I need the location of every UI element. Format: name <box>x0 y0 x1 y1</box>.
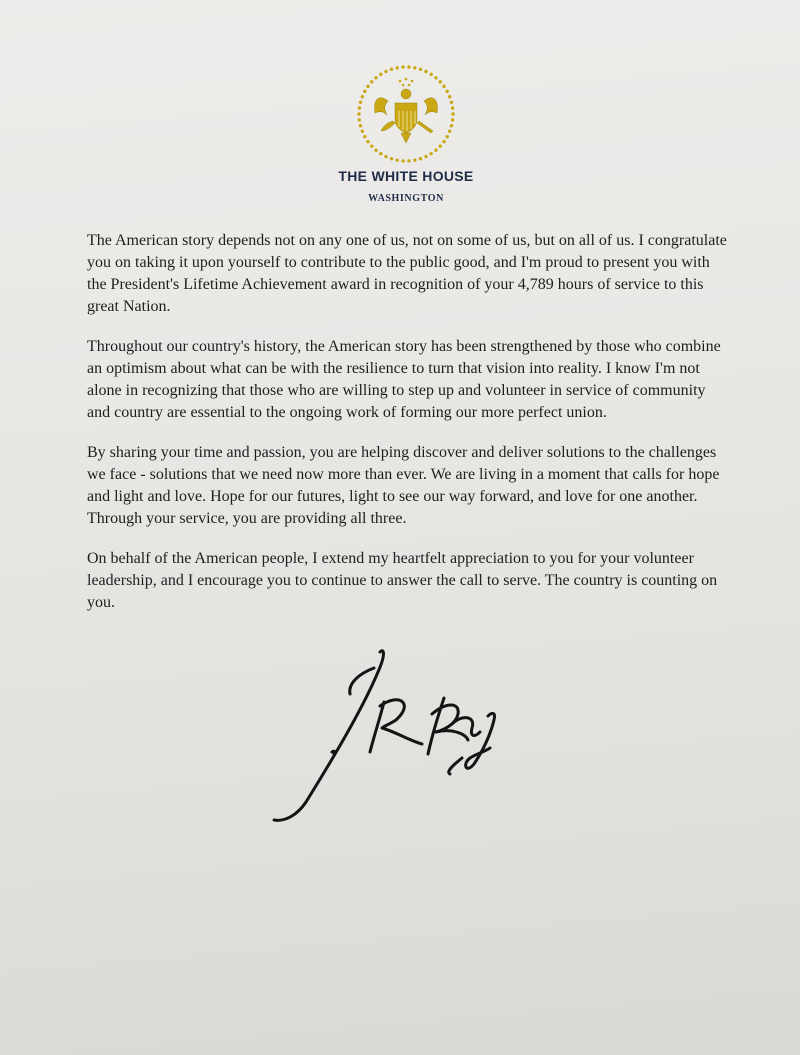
seal-star <box>363 90 366 93</box>
seal-star <box>445 135 448 138</box>
letter-paragraph: The American story depends not on any one of us, not on some of us, but on all of us. I congratulate you on taking it upon yourself to contribute to the public good, and I'm proud to present you with the President's Lifetime Achievement award in recognition of your 4,789 hours of service to this great Nation. <box>87 232 727 315</box>
seal-star <box>374 149 377 152</box>
seal-star <box>408 84 411 87</box>
seal-star <box>424 155 427 158</box>
seal-star <box>429 152 432 155</box>
seal-star <box>448 130 451 133</box>
seal-star <box>451 112 454 115</box>
letter-paragraph: Throughout our country's history, the American story has been strengthened by those who combine an optimism about what can be with the resilience to turn that vision into reality. I know I'm not alone in recognizing that those who are willing to step up and volunteer in service of community and country are essential to the ongoing work of forming our more perfect union. <box>87 338 721 421</box>
seal-star <box>370 144 373 147</box>
seal-star <box>429 73 432 76</box>
letterhead-title: THE WHITE HOUSE <box>338 168 474 184</box>
seal-star <box>361 130 364 133</box>
seal-star <box>374 76 377 79</box>
letterhead-location: WASHINGTON <box>368 193 444 204</box>
seal-star <box>390 68 393 71</box>
seal-star <box>390 157 393 160</box>
seal-star <box>366 140 369 143</box>
seal-star <box>384 155 387 158</box>
seal-star <box>434 76 437 79</box>
seal-star <box>407 159 410 162</box>
seal-star <box>395 66 398 69</box>
seal-star <box>358 118 361 121</box>
seal-star <box>411 80 414 83</box>
seal-star <box>439 80 442 83</box>
seal-star <box>451 118 454 121</box>
seal-star <box>402 84 405 87</box>
seal-star <box>358 106 361 109</box>
seal-star <box>379 152 382 155</box>
seal-star <box>366 85 369 88</box>
seal-star <box>442 140 445 143</box>
letter-body <box>87 230 727 632</box>
seal-star <box>370 80 373 83</box>
seal-star <box>359 124 362 127</box>
seal-star <box>413 66 416 69</box>
seal-star <box>434 149 437 152</box>
seal-star <box>413 158 416 161</box>
seal-star <box>445 90 448 93</box>
seal-star <box>451 106 454 109</box>
seal-star <box>439 144 442 147</box>
seal-star <box>361 95 364 98</box>
seal-star <box>405 78 408 81</box>
seal-star <box>424 70 427 73</box>
letter-paragraph: By sharing your time and passion, you are helping discover and deliver solutions to the challenges we face - solutions that we need now more than ever. We are living in a moment that calls for hope and light and love. Hope for our futures, light to see our way forward, and love for one another. Through your service, you are providing all three. <box>87 444 720 527</box>
seal-star <box>401 65 404 68</box>
seal-star <box>399 80 402 83</box>
seal-star <box>395 158 398 161</box>
seal-star <box>401 159 404 162</box>
seal-star <box>442 85 445 88</box>
seal-star <box>384 70 387 73</box>
seal-star <box>448 95 451 98</box>
seal-star <box>450 101 453 104</box>
seal-star <box>419 157 422 160</box>
seal-star <box>407 65 410 68</box>
seal-star <box>357 112 360 115</box>
seal-star <box>450 124 453 127</box>
signature-icon <box>262 640 532 830</box>
presidential-seal-icon <box>353 61 459 167</box>
seal-star <box>359 101 362 104</box>
seal-star <box>419 68 422 71</box>
seal-star <box>363 135 366 138</box>
letter-paragraph: On behalf of the American people, I extend my heartfelt appreciation to you for your volunteer leadership, and I encourage you to continue to answer the call to serve. The country is counting on you. <box>87 550 718 611</box>
seal-star <box>379 73 382 76</box>
